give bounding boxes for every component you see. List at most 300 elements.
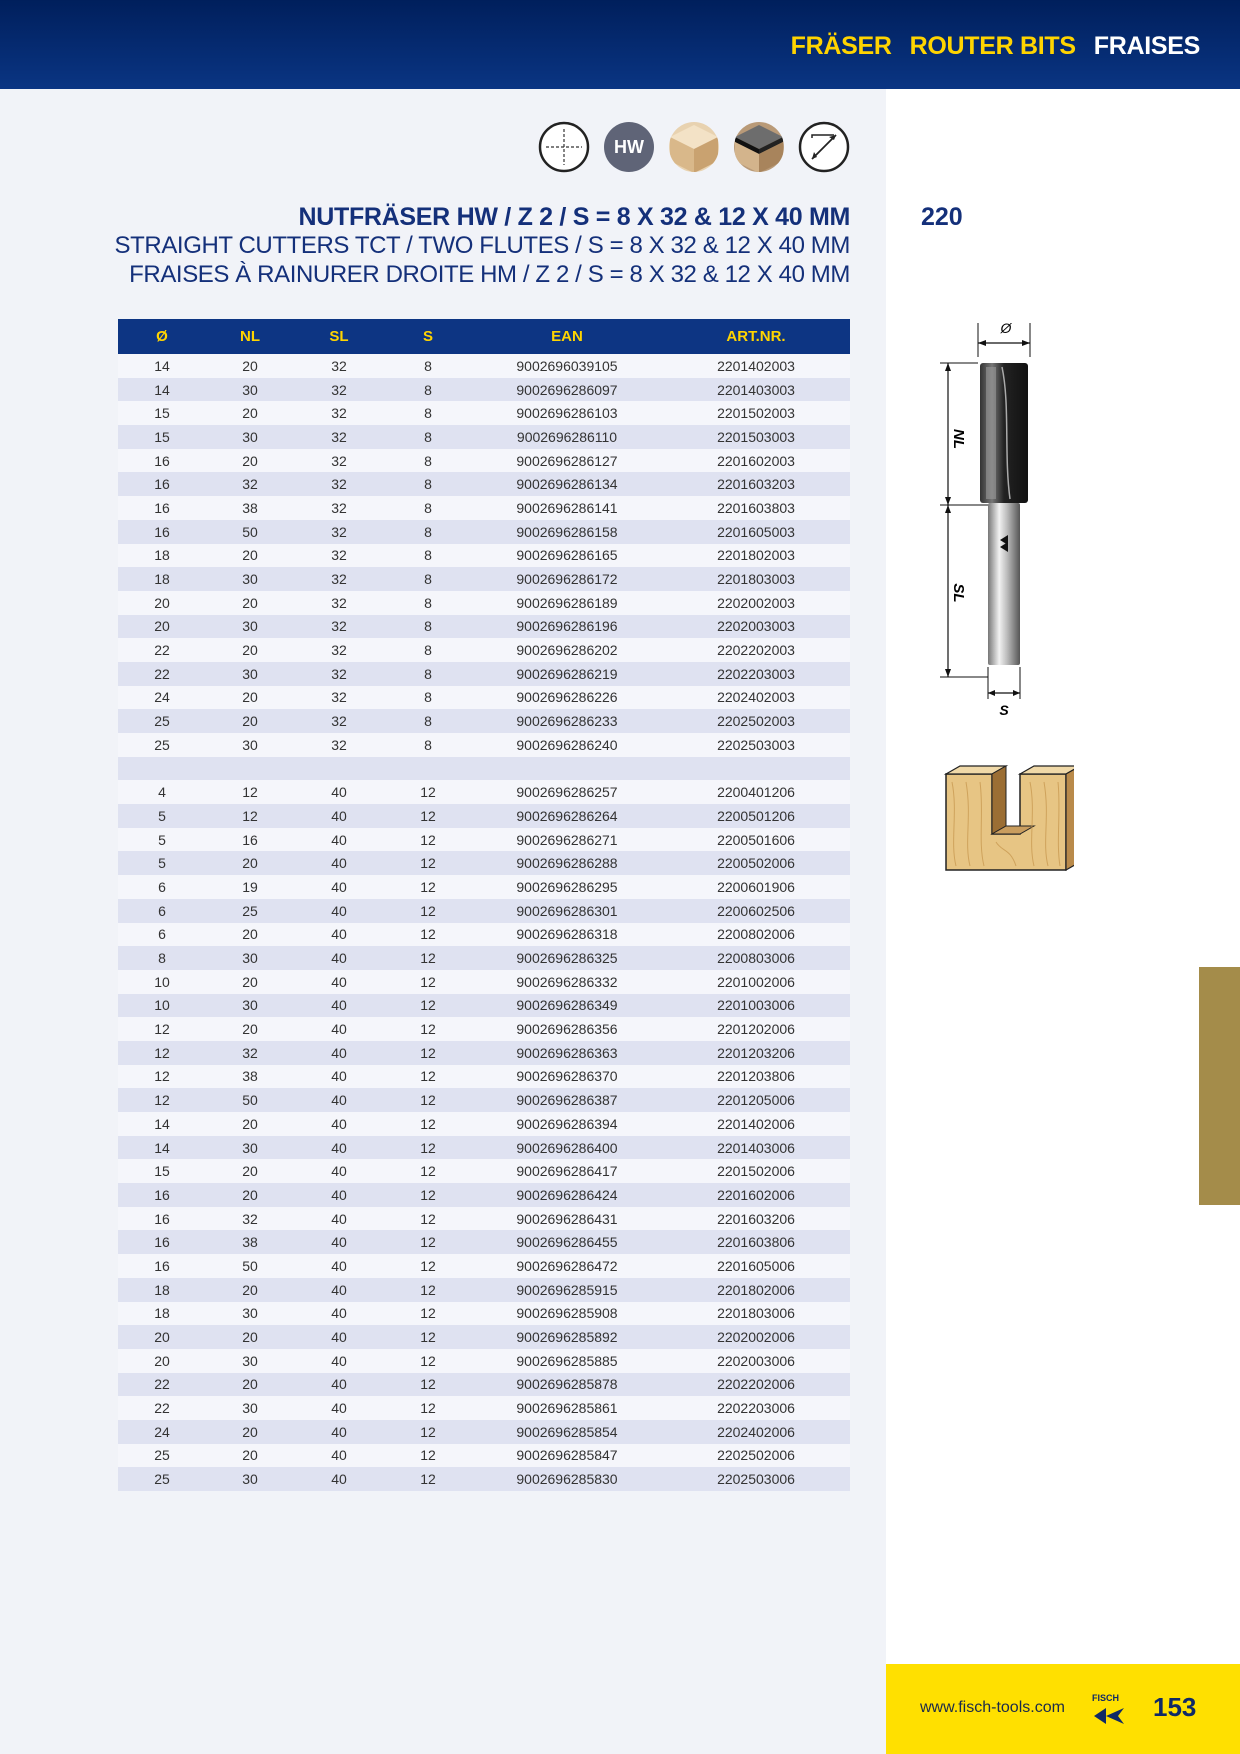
cell-s: 12 [384,1230,472,1254]
cell-ean: 9002696286417 [472,1159,662,1183]
website-link[interactable]: www.fisch-tools.com [920,1699,1065,1716]
cell-s: 12 [384,1444,472,1468]
cell-sl: 40 [294,1136,384,1160]
table-row [118,1207,850,1231]
cell-art-nr: 2202203006 [662,1396,850,1420]
cell-sl: 40 [294,1183,384,1207]
cell-nl: 20 [206,686,294,710]
cell-art-nr: 2201403003 [662,378,850,402]
cell-ean: 9002696286349 [472,994,662,1018]
cell-art-nr: 2200501606 [662,828,850,852]
cell-ean: 9002696285861 [472,1396,662,1420]
table-row [118,970,850,994]
cell-nl: 20 [206,923,294,947]
table-row [118,733,850,757]
cell-s: 8 [384,401,472,425]
hw-badge-icon [603,121,655,173]
cell-ean: 9002696286363 [472,1041,662,1065]
header-sl: SL [294,319,384,354]
cell-sl: 40 [294,1420,384,1444]
cell-diameter: 18 [118,1302,206,1326]
cell-ean: 9002696286172 [472,567,662,591]
cell-ean: 9002696286370 [472,1065,662,1089]
cell-art-nr: 2202003006 [662,1349,850,1373]
cell-sl: 32 [294,591,384,615]
cell-ean: 9002696286134 [472,472,662,496]
cell-nl: 30 [206,378,294,402]
table-row [118,1159,850,1183]
router-bit-diagram [930,315,1060,725]
cell-art-nr: 2201802006 [662,1278,850,1302]
table-row [118,780,850,804]
table-row [118,851,850,875]
cell-s: 12 [384,1325,472,1349]
cell-nl: 20 [206,970,294,994]
cell-s: 8 [384,449,472,473]
cell-ean: 9002696286196 [472,615,662,639]
cell-s: 12 [384,780,472,804]
cell-ean: 9002696286394 [472,1112,662,1136]
cell-s: 8 [384,638,472,662]
cell-ean: 9002696286158 [472,520,662,544]
cell-diameter: 16 [118,472,206,496]
cell-diameter: 20 [118,1325,206,1349]
cell-diameter: 5 [118,828,206,852]
cell-sl: 40 [294,946,384,970]
cell-sl: 40 [294,1396,384,1420]
cell-nl: 30 [206,662,294,686]
cell-sl: 40 [294,1159,384,1183]
table-row [118,686,850,710]
cell-ean: 9002696286472 [472,1254,662,1278]
cell-ean: 9002696285847 [472,1444,662,1468]
cell-diameter: 20 [118,591,206,615]
cell-s: 12 [384,1017,472,1041]
label-sl: SL [950,583,967,603]
table-row [118,1065,850,1089]
cell-art-nr: 2201402003 [662,354,850,378]
cell-s: 8 [384,662,472,686]
cell-ean: 9002696286257 [472,780,662,804]
cell-art-nr: 2200601906 [662,875,850,899]
cell-diameter: 12 [118,1088,206,1112]
cell-nl: 32 [206,1207,294,1231]
groove-profile-icon [940,762,1074,880]
cell-nl: 30 [206,1136,294,1160]
cell-nl: 20 [206,1112,294,1136]
cell-sl: 32 [294,662,384,686]
cell-s: 8 [384,544,472,568]
cell-sl: 40 [294,923,384,947]
page-number: 153 [1153,1692,1197,1722]
cell-diameter: 16 [118,1183,206,1207]
cell-s: 12 [384,1420,472,1444]
cell-art-nr: 2201202006 [662,1017,850,1041]
label-s: S [999,702,1009,718]
table-row [118,1088,850,1112]
cell-s: 12 [384,1396,472,1420]
cell-diameter: 18 [118,567,206,591]
cell-art-nr [662,757,850,781]
cell-art-nr: 2200502006 [662,851,850,875]
cell-nl: 16 [206,828,294,852]
table-row [118,1420,850,1444]
svg-text:HW: HW [614,137,644,157]
table-row [118,1254,850,1278]
cell-sl: 32 [294,709,384,733]
table-row [118,567,850,591]
cell-s: 12 [384,1183,472,1207]
cell-art-nr: 2201502006 [662,1159,850,1183]
article-group-number: 220 [921,203,963,231]
table-row [118,520,850,544]
cell-diameter: 15 [118,425,206,449]
cell-ean: 9002696286332 [472,970,662,994]
cell-nl: 20 [206,1325,294,1349]
table-row [118,1373,850,1397]
cell-diameter: 25 [118,733,206,757]
cell-nl: 30 [206,1467,294,1491]
cell-diameter: 16 [118,1230,206,1254]
cell-s: 12 [384,946,472,970]
cell-s [384,757,472,781]
cell-sl: 32 [294,496,384,520]
table-row [118,709,850,733]
cell-art-nr: 2202502003 [662,709,850,733]
cell-nl: 20 [206,1017,294,1041]
cell-art-nr: 2201203806 [662,1065,850,1089]
cell-ean: 9002696286110 [472,425,662,449]
table-row [118,1396,850,1420]
cell-ean: 9002696286240 [472,733,662,757]
cell-nl: 20 [206,1420,294,1444]
cell-diameter: 15 [118,401,206,425]
cell-sl: 32 [294,567,384,591]
cell-nl: 20 [206,638,294,662]
cell-ean: 9002696285878 [472,1373,662,1397]
cell-art-nr: 2200803006 [662,946,850,970]
cell-diameter: 14 [118,354,206,378]
table-row [118,638,850,662]
cell-ean: 9002696286127 [472,449,662,473]
cell-s: 8 [384,472,472,496]
cell-s: 8 [384,378,472,402]
cell-sl: 40 [294,1088,384,1112]
table-body [118,354,850,1491]
category-en: ROUTER BITS [909,32,1076,60]
label-nl: NL [950,429,967,449]
cell-ean: 9002696286103 [472,401,662,425]
cell-nl: 30 [206,946,294,970]
cell-art-nr: 2202002003 [662,591,850,615]
cell-diameter: 4 [118,780,206,804]
cell-art-nr: 2200401206 [662,780,850,804]
cell-art-nr: 2201602006 [662,1183,850,1207]
cell-sl: 40 [294,1325,384,1349]
cell-ean: 9002696286271 [472,828,662,852]
cell-sl: 40 [294,780,384,804]
fisch-logo [1090,1692,1130,1728]
cell-art-nr: 2201803006 [662,1302,850,1326]
cell-s: 12 [384,1112,472,1136]
cell-diameter: 24 [118,1420,206,1444]
cell-diameter: 16 [118,520,206,544]
cell-sl: 40 [294,1112,384,1136]
cell-sl: 40 [294,1017,384,1041]
cell-s: 12 [384,1278,472,1302]
cell-art-nr: 2202203003 [662,662,850,686]
label-diameter: Ø [1000,320,1012,336]
cell-sl: 32 [294,733,384,757]
cell-sl: 32 [294,401,384,425]
table-row [118,923,850,947]
cell-diameter: 8 [118,946,206,970]
cell-ean: 9002696286233 [472,709,662,733]
cell-diameter: 6 [118,875,206,899]
cell-art-nr: 2201602003 [662,449,850,473]
table-row [118,875,850,899]
cell-ean: 9002696285915 [472,1278,662,1302]
cell-nl: 20 [206,1183,294,1207]
cell-nl: 20 [206,449,294,473]
cell-s: 12 [384,851,472,875]
cell-diameter: 20 [118,1349,206,1373]
header-s: S [384,319,472,354]
table-row [118,1041,850,1065]
table-row [118,1349,850,1373]
cell-sl: 40 [294,970,384,994]
table-row [118,899,850,923]
cell-sl: 40 [294,851,384,875]
cell-sl: 32 [294,544,384,568]
cell-nl: 20 [206,851,294,875]
cell-s: 12 [384,828,472,852]
cell-sl: 32 [294,686,384,710]
cell-art-nr: 2202402006 [662,1420,850,1444]
category-labels [773,32,1200,61]
cell-ean: 9002696286325 [472,946,662,970]
cell-nl: 30 [206,615,294,639]
table-row [118,1467,850,1491]
table-row [118,1017,850,1041]
cell-ean: 9002696286424 [472,1183,662,1207]
cell-diameter: 25 [118,1467,206,1491]
cell-ean [472,757,662,781]
cell-nl: 38 [206,1065,294,1089]
cell-ean: 9002696286202 [472,638,662,662]
cell-sl: 40 [294,1230,384,1254]
table-row [118,804,850,828]
cell-s: 12 [384,1467,472,1491]
table-row [118,1183,850,1207]
cell-art-nr: 2202202003 [662,638,850,662]
cell-diameter: 16 [118,449,206,473]
cell-nl: 20 [206,1373,294,1397]
diagonal-dimension-icon [798,121,850,173]
cell-s: 12 [384,1207,472,1231]
cell-art-nr: 2201002006 [662,970,850,994]
cell-ean: 9002696286318 [472,923,662,947]
cell-sl: 40 [294,994,384,1018]
crosshair-icon [538,121,590,173]
table-row [118,1278,850,1302]
cell-ean: 9002696039105 [472,354,662,378]
cell-diameter: 22 [118,638,206,662]
cell-sl: 32 [294,615,384,639]
cell-nl: 12 [206,804,294,828]
cell-sl: 40 [294,1444,384,1468]
cell-art-nr: 2201603203 [662,472,850,496]
cell-diameter: 14 [118,378,206,402]
cell-sl: 40 [294,875,384,899]
cell-art-nr: 2201503003 [662,425,850,449]
cell-ean: 9002696286165 [472,544,662,568]
cell-s: 12 [384,923,472,947]
page-footer [886,1664,1240,1754]
table-row [118,1112,850,1136]
table-row [118,591,850,615]
cell-sl: 32 [294,425,384,449]
chapter-tab [1199,967,1240,1205]
page-header [0,0,1240,89]
cell-ean: 9002696286288 [472,851,662,875]
cell-sl: 40 [294,1254,384,1278]
table-row [118,946,850,970]
table-row [118,1136,850,1160]
cell-sl: 40 [294,1041,384,1065]
cell-s: 12 [384,1159,472,1183]
cell-art-nr: 2201403006 [662,1136,850,1160]
header-diameter: Ø [118,319,206,354]
cell-sl: 32 [294,472,384,496]
cell-art-nr: 2202502006 [662,1444,850,1468]
table-row [118,1230,850,1254]
cell-s: 8 [384,686,472,710]
cell-nl: 25 [206,899,294,923]
cell-s: 8 [384,591,472,615]
cell-s: 8 [384,709,472,733]
cell-diameter: 12 [118,1041,206,1065]
cell-nl: 50 [206,520,294,544]
cell-diameter: 25 [118,709,206,733]
header-art-nr: ART.NR. [662,319,850,354]
cell-sl: 32 [294,378,384,402]
cell-diameter: 10 [118,970,206,994]
cell-nl: 50 [206,1254,294,1278]
cell-sl: 40 [294,1373,384,1397]
cell-art-nr: 2202503006 [662,1467,850,1491]
cell-art-nr: 2201205006 [662,1088,850,1112]
cell-ean: 9002696286226 [472,686,662,710]
cell-art-nr: 2202003003 [662,615,850,639]
product-table [118,319,850,1491]
cell-diameter: 16 [118,1207,206,1231]
cell-art-nr: 2201605006 [662,1254,850,1278]
cell-s: 12 [384,1302,472,1326]
cell-sl: 40 [294,804,384,828]
cell-nl [206,757,294,781]
title-en: STRAIGHT CUTTERS TCT / TWO FLUTES / S = 8 X 32 & 12 X 40 MM [114,232,850,259]
cell-nl: 20 [206,709,294,733]
cell-s: 8 [384,615,472,639]
cell-s: 8 [384,496,472,520]
header-ean: EAN [472,319,662,354]
cell-sl [294,757,384,781]
table-row [118,828,850,852]
cell-ean: 9002696285892 [472,1325,662,1349]
cell-ean: 9002696285908 [472,1302,662,1326]
cell-s: 8 [384,733,472,757]
cell-diameter: 22 [118,1396,206,1420]
cell-diameter: 18 [118,544,206,568]
cell-s: 12 [384,994,472,1018]
cell-nl: 20 [206,1159,294,1183]
cell-nl: 30 [206,1396,294,1420]
cell-diameter: 16 [118,496,206,520]
cell-s: 12 [384,1065,472,1089]
cell-ean: 9002696286141 [472,496,662,520]
cell-s: 12 [384,1254,472,1278]
cell-ean: 9002696286189 [472,591,662,615]
cell-nl: 20 [206,354,294,378]
table-row [118,1325,850,1349]
cell-art-nr: 2200501206 [662,804,850,828]
table-row [118,615,850,639]
cell-diameter: 22 [118,662,206,686]
cell-sl: 40 [294,828,384,852]
cell-ean: 9002696286295 [472,875,662,899]
table-row [118,1444,850,1468]
cell-nl: 20 [206,544,294,568]
cell-art-nr: 2201803003 [662,567,850,591]
category-de: FRÄSER [790,32,892,60]
cell-s: 12 [384,899,472,923]
category-fr: FRAISES [1093,32,1200,60]
cell-s: 12 [384,1373,472,1397]
cell-diameter: 24 [118,686,206,710]
cell-nl: 32 [206,472,294,496]
cell-s: 8 [384,354,472,378]
cell-s: 8 [384,520,472,544]
cell-diameter: 15 [118,1159,206,1183]
feature-icons [538,121,852,175]
cell-diameter: 10 [118,994,206,1018]
cell-art-nr: 2201203206 [662,1041,850,1065]
wood-block-icon [668,121,720,173]
cell-s: 12 [384,970,472,994]
cell-diameter: 14 [118,1112,206,1136]
cell-s: 12 [384,1088,472,1112]
cell-diameter: 5 [118,851,206,875]
cell-ean: 9002696285830 [472,1467,662,1491]
cell-sl: 32 [294,520,384,544]
cell-sl: 40 [294,1349,384,1373]
cell-art-nr: 2201603806 [662,1230,850,1254]
cell-art-nr: 2202002006 [662,1325,850,1349]
cell-art-nr: 2201402006 [662,1112,850,1136]
table-row [118,401,850,425]
table-separator-row [118,757,850,781]
cell-ean: 9002696286301 [472,899,662,923]
cell-sl: 40 [294,1467,384,1491]
cell-ean: 9002696285885 [472,1349,662,1373]
cell-ean: 9002696286387 [472,1088,662,1112]
table-row [118,544,850,568]
cell-art-nr: 2201802003 [662,544,850,568]
cell-sl: 40 [294,1207,384,1231]
cell-nl: 30 [206,425,294,449]
cell-nl: 38 [206,496,294,520]
